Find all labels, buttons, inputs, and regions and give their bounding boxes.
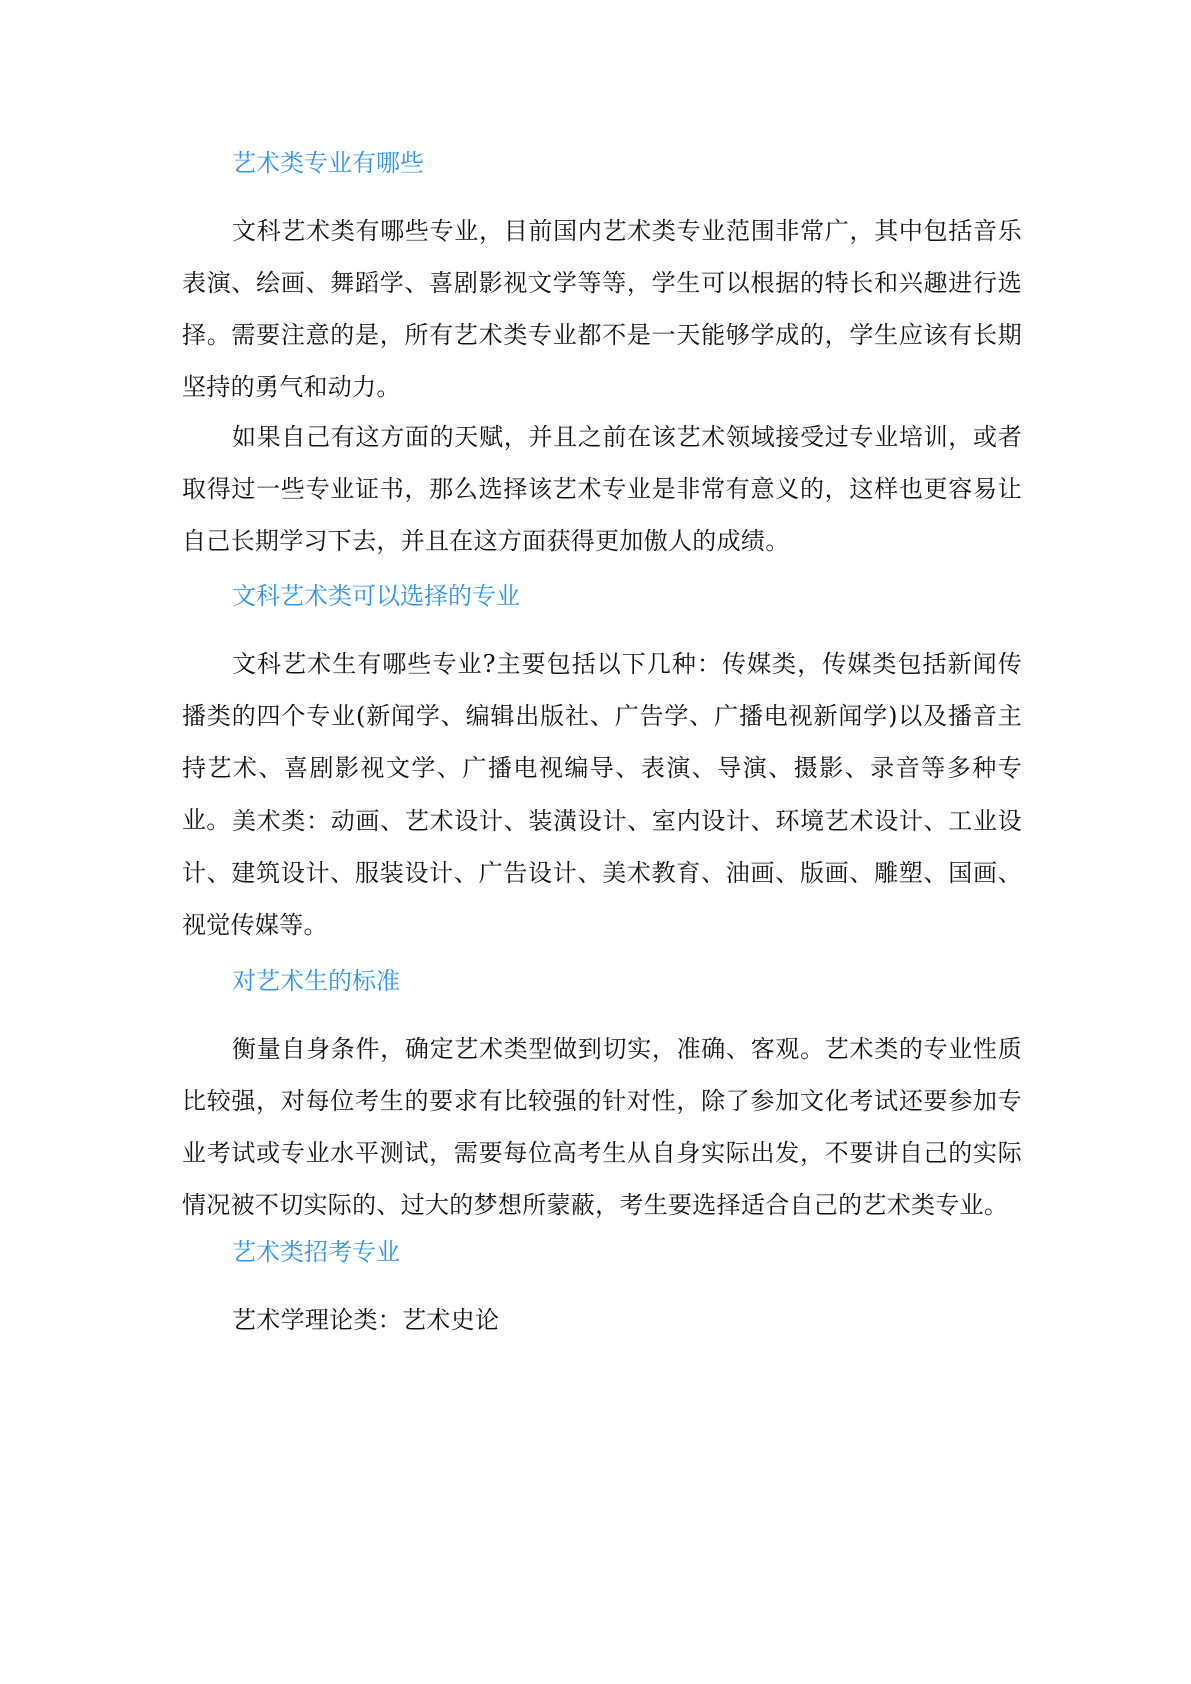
section-heading-art-majors: 艺术类专业有哪些 — [232, 149, 424, 177]
section-heading-liberal-arts-majors: 文科艺术类可以选择的专业 — [232, 582, 520, 610]
section-heading-art-student-standards: 对艺术生的标准 — [232, 967, 400, 995]
paragraph-art-majors-overview: 文科艺术类有哪些专业，目前国内艺术类专业范围非常广，其中包括音乐表演、绘画、舞蹈学、喜剧影视文学等等，学生可以根据的特长和兴趣进行选择。需要注意的是，所有艺术类专业都不是一天能够学成的，学生应该有长期坚持的勇气和动力。 — [182, 217, 1022, 401]
paragraph-art-theory: 艺术学理论类：艺术史论 — [232, 1306, 500, 1334]
paragraph-talent-advice: 如果自己有这方面的天赋，并且之前在该艺术领域接受过专业培训，或者取得过一些专业证书，那么选择该艺术专业是非常有意义的，这样也更容易让自己长期学习下去，并且在这方面获得更加傲人的成绩。 — [182, 423, 1022, 555]
section-heading-admission-majors: 艺术类招考专业 — [232, 1238, 400, 1266]
paragraph-media-majors: 文科艺术生有哪些专业?主要包括以下几种：传媒类，传媒类包括新闻传播类的四个专业(新闻学、编辑出版社、广告学、广播电视新闻学)以及播音主持艺术、喜剧影视文学、广播电视编导、表演、导演、摄影、录音等多种专业。 — [182, 650, 1022, 834]
paragraph-fine-arts-majors: 美术类：动画、艺术设计、装潢设计、室内设计、环境艺术设计、工业设计、建筑设计、服装设计、广告设计、美术教育、油画、版画、雕塑、国画、视觉传媒等。 — [182, 807, 1022, 939]
paragraph-self-assessment: 衡量自身条件，确定艺术类型做到切实，准确、客观。艺术类的专业性质比较强，对每位考生的要求有比较强的针对性，除了参加文化考试还要参加专业考试或专业水平测试，需要每位高考生从自身实际出发，不要讲自己的实际情况被不切实际的、过大的梦想所蒙蔽，考生要选择适合自己的艺术类专业。 — [182, 1035, 1022, 1219]
